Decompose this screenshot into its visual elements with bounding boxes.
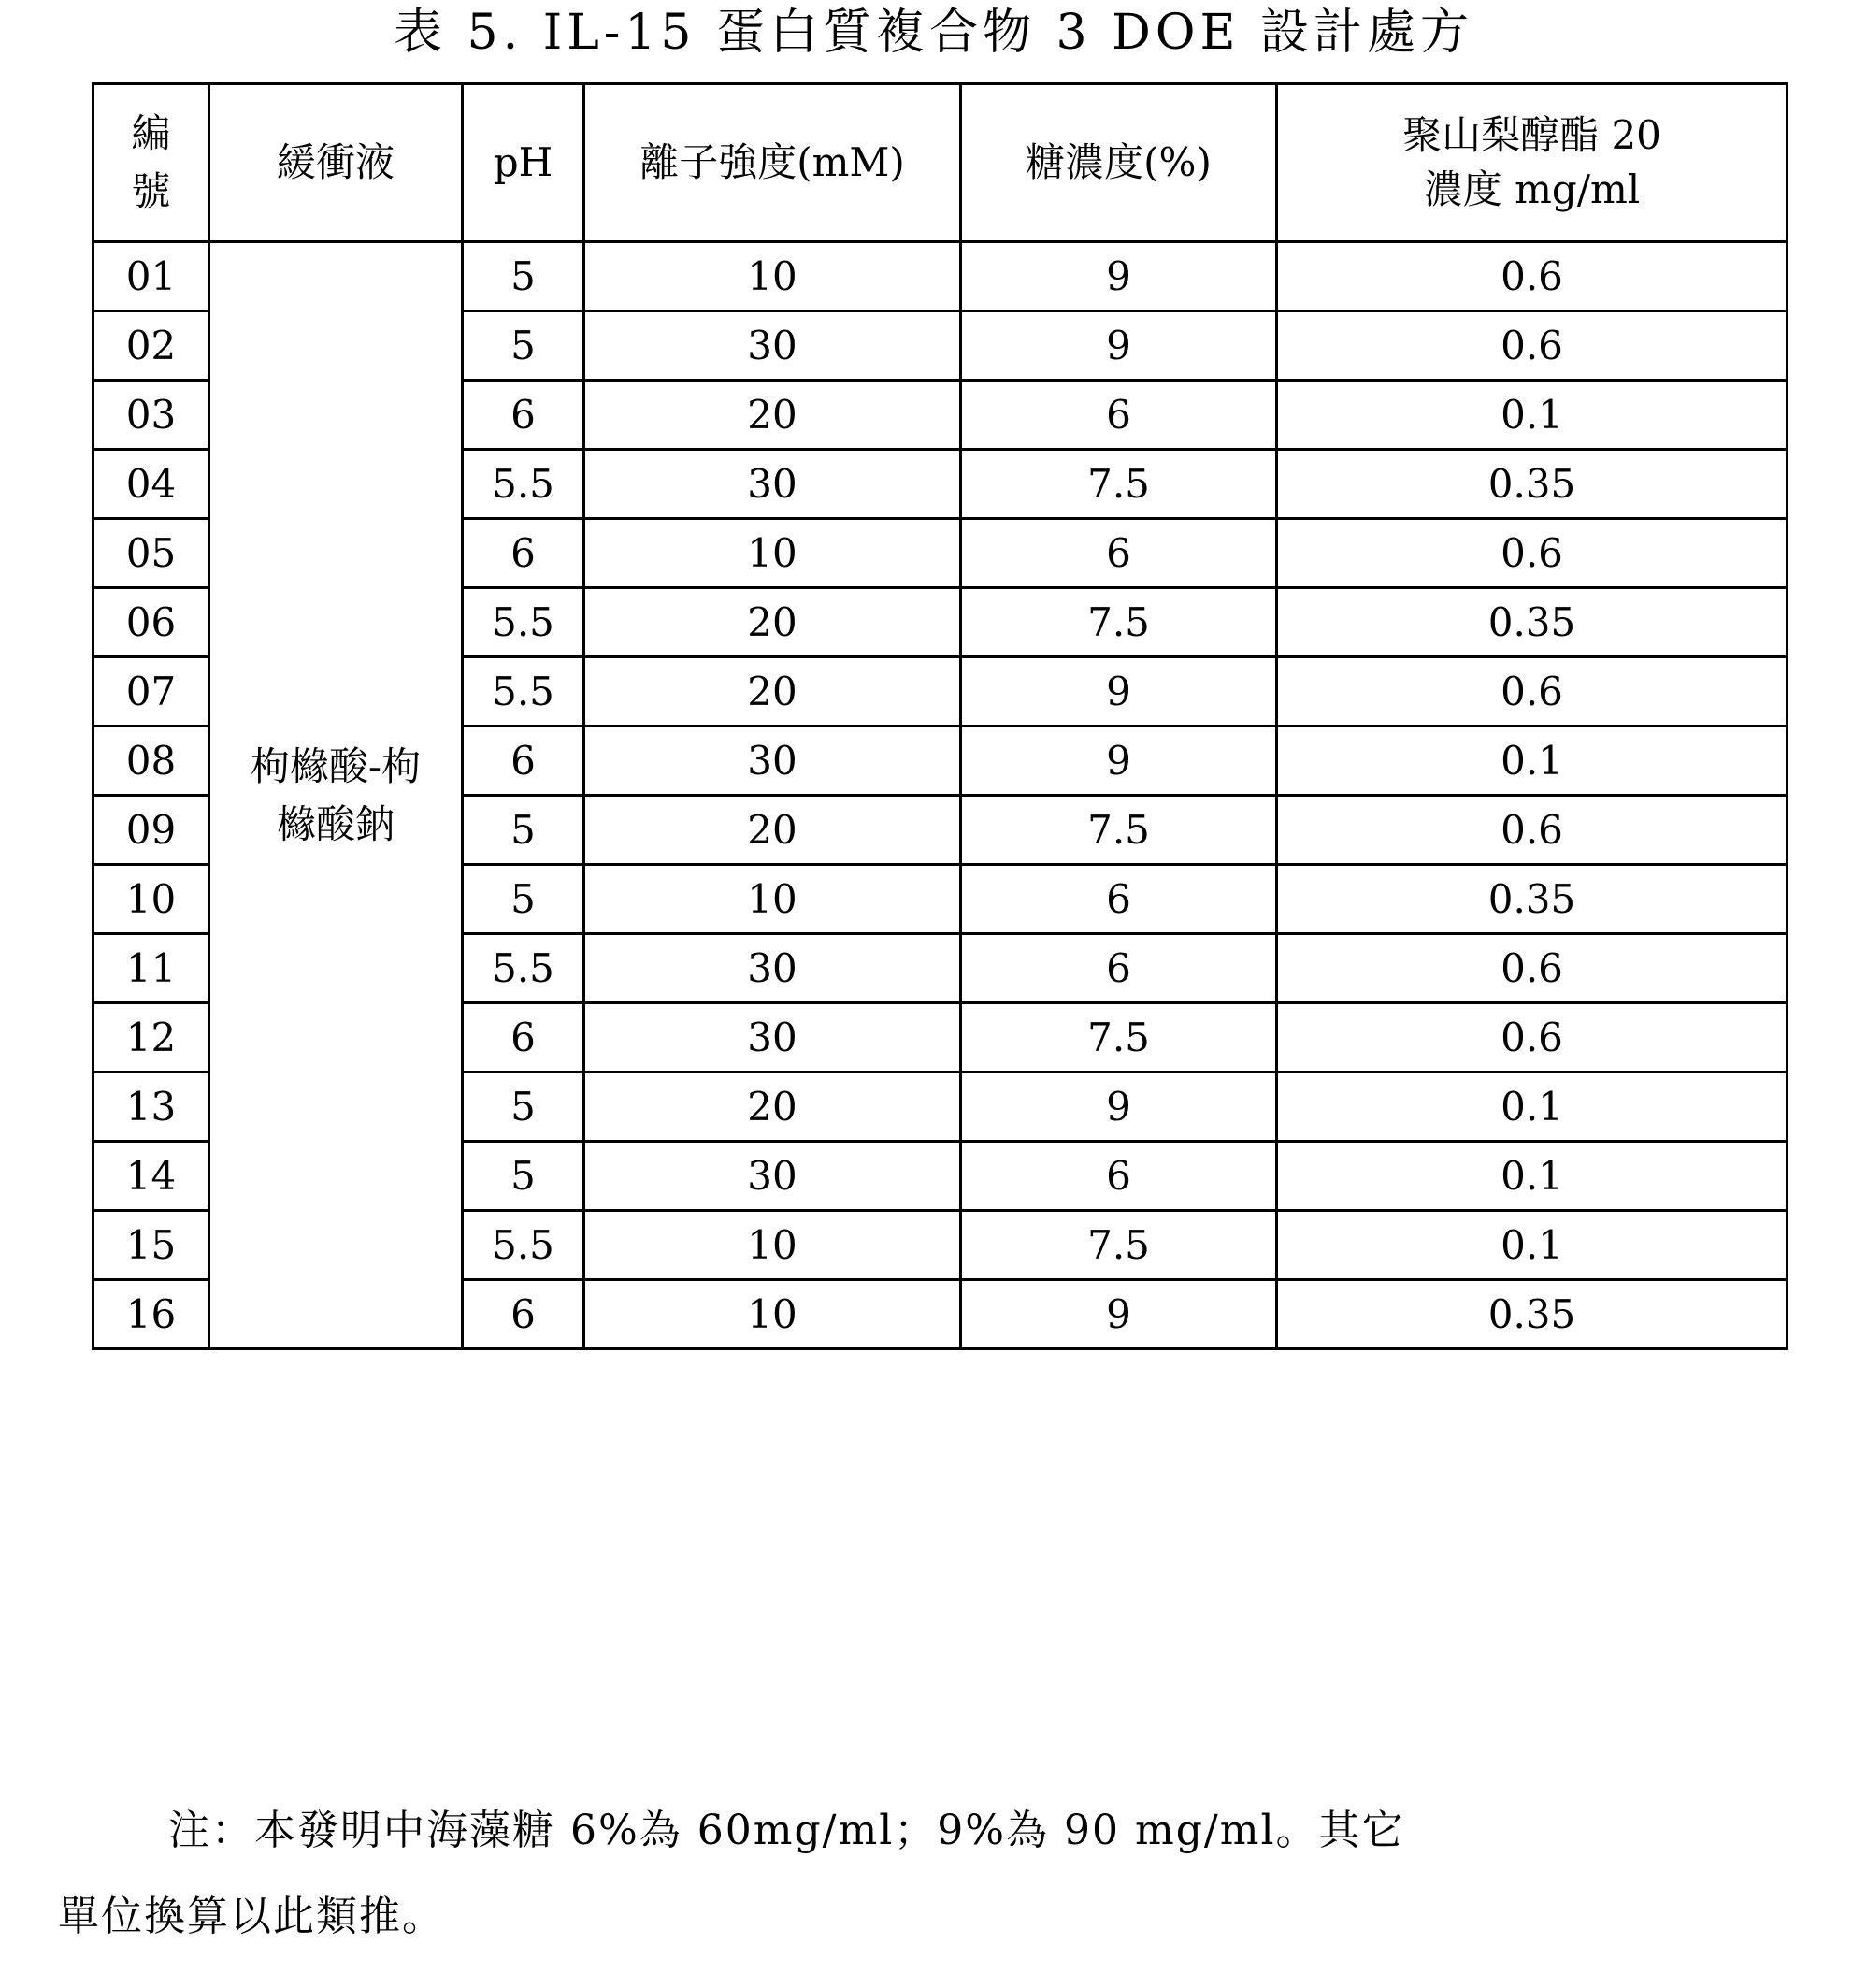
cell-polysorbate20: 0.6: [1277, 657, 1788, 727]
cell-number: 10: [93, 865, 209, 934]
cell-ph: 6: [463, 381, 584, 450]
cell-ph: 6: [463, 727, 584, 796]
cell-ph: 5: [463, 1073, 584, 1142]
cell-number: 16: [93, 1280, 209, 1349]
cell-ionic-strength: 10: [584, 242, 961, 311]
cell-polysorbate20: 0.35: [1277, 588, 1788, 657]
cell-ph: 5: [463, 242, 584, 311]
cell-ph: 6: [463, 519, 584, 588]
column-header-number-line1: 編: [131, 110, 171, 156]
cell-ph: 5: [463, 311, 584, 381]
cell-polysorbate20: 0.6: [1277, 311, 1788, 381]
cell-ionic-strength: 20: [584, 796, 961, 865]
page-title: 表 5. IL-15 蛋白質複合物 3 DOE 設計處方: [394, 5, 1473, 61]
cell-ph: 5: [463, 865, 584, 934]
cell-buffer: [209, 242, 463, 1349]
column-header-polysorbate20-line1: 聚山梨醇酯 20: [1402, 112, 1661, 158]
cell-number: 01: [93, 242, 209, 311]
cell-sugar-concentration: 6: [961, 519, 1277, 588]
table-row: [93, 242, 1788, 311]
column-header-polysorbate20: [1277, 84, 1788, 242]
cell-sugar-concentration: 9: [961, 311, 1277, 381]
cell-sugar-concentration: 6: [961, 934, 1277, 1003]
cell-sugar-concentration: 7.5: [961, 450, 1277, 519]
cell-ph: 6: [463, 1280, 584, 1349]
cell-ph: 5.5: [463, 1211, 584, 1280]
cell-polysorbate20: 0.35: [1277, 865, 1788, 934]
cell-polysorbate20: 0.1: [1277, 381, 1788, 450]
cell-sugar-concentration: 9: [961, 1073, 1277, 1142]
cell-number: 14: [93, 1142, 209, 1211]
cell-buffer-line1: 枸櫞酸-枸: [250, 742, 422, 789]
column-header-ionic-strength: 離子強度(mM): [584, 84, 961, 242]
cell-sugar-concentration: 7.5: [961, 1211, 1277, 1280]
cell-ionic-strength: 10: [584, 519, 961, 588]
cell-ionic-strength: 30: [584, 1142, 961, 1211]
cell-ph: 5.5: [463, 934, 584, 1003]
cell-number: 09: [93, 796, 209, 865]
cell-polysorbate20: 0.1: [1277, 1073, 1788, 1142]
cell-sugar-concentration: 9: [961, 727, 1277, 796]
cell-polysorbate20: 0.1: [1277, 1142, 1788, 1211]
column-header-sugar-concentration: 糖濃度(%): [961, 84, 1277, 242]
column-header-buffer: 緩衝液: [209, 84, 463, 242]
cell-ionic-strength: 10: [584, 1280, 961, 1349]
table-header-row: [93, 84, 1788, 242]
cell-ionic-strength: 30: [584, 934, 961, 1003]
cell-ionic-strength: 20: [584, 588, 961, 657]
cell-ph: 5: [463, 796, 584, 865]
cell-polysorbate20: 0.6: [1277, 796, 1788, 865]
cell-sugar-concentration: 9: [961, 1280, 1277, 1349]
cell-number: 13: [93, 1073, 209, 1142]
cell-ionic-strength: 30: [584, 311, 961, 381]
cell-ionic-strength: 20: [584, 381, 961, 450]
cell-sugar-concentration: 9: [961, 657, 1277, 727]
cell-polysorbate20: 0.6: [1277, 519, 1788, 588]
cell-ph: 5: [463, 1142, 584, 1211]
table-body: [93, 242, 1788, 1349]
cell-sugar-concentration: 6: [961, 1142, 1277, 1211]
cell-polysorbate20: 0.35: [1277, 450, 1788, 519]
column-header-number: [93, 84, 209, 242]
cell-polysorbate20: 0.35: [1277, 1280, 1788, 1349]
cell-number: 07: [93, 657, 209, 727]
cell-ionic-strength: 20: [584, 657, 961, 727]
cell-sugar-concentration: 6: [961, 381, 1277, 450]
cell-number: 15: [93, 1211, 209, 1280]
footnote-line-2: 單位換算以此類推。: [58, 1893, 445, 1940]
cell-polysorbate20: 0.1: [1277, 727, 1788, 796]
cell-number: 05: [93, 519, 209, 588]
cell-polysorbate20: 0.6: [1277, 242, 1788, 311]
cell-ph: 5.5: [463, 657, 584, 727]
doe-formulation-table: [92, 82, 1788, 1350]
cell-ionic-strength: 30: [584, 727, 961, 796]
cell-number: 03: [93, 381, 209, 450]
cell-buffer-line2: 櫞酸鈉: [276, 800, 395, 847]
table-header: [93, 84, 1788, 242]
column-header-ph: pH: [463, 84, 584, 242]
cell-ph: 5.5: [463, 588, 584, 657]
column-header-number-line2: 號: [131, 168, 171, 214]
cell-ionic-strength: 30: [584, 450, 961, 519]
cell-polysorbate20: 0.1: [1277, 1211, 1788, 1280]
cell-ionic-strength: 10: [584, 1211, 961, 1280]
column-header-polysorbate20-line2: 濃度 mg/ml: [1423, 166, 1641, 212]
cell-number: 08: [93, 727, 209, 796]
cell-number: 11: [93, 934, 209, 1003]
cell-sugar-concentration: 6: [961, 865, 1277, 934]
footnote-line-1: 注：本發明中海藻糖 6%為 60mg/ml；9%為 90 mg/ml。其它: [168, 1807, 1405, 1854]
cell-polysorbate20: 0.6: [1277, 934, 1788, 1003]
cell-number: 12: [93, 1003, 209, 1073]
cell-ionic-strength: 30: [584, 1003, 961, 1073]
cell-sugar-concentration: 7.5: [961, 588, 1277, 657]
table-footnote: [58, 1788, 1816, 1960]
cell-sugar-concentration: 7.5: [961, 796, 1277, 865]
cell-sugar-concentration: 9: [961, 242, 1277, 311]
cell-number: 04: [93, 450, 209, 519]
cell-sugar-concentration: 7.5: [961, 1003, 1277, 1073]
cell-ph: 5.5: [463, 450, 584, 519]
cell-ionic-strength: 10: [584, 865, 961, 934]
cell-number: 06: [93, 588, 209, 657]
cell-ph: 6: [463, 1003, 584, 1073]
cell-number: 02: [93, 311, 209, 381]
cell-polysorbate20: 0.6: [1277, 1003, 1788, 1073]
cell-ionic-strength: 20: [584, 1073, 961, 1142]
